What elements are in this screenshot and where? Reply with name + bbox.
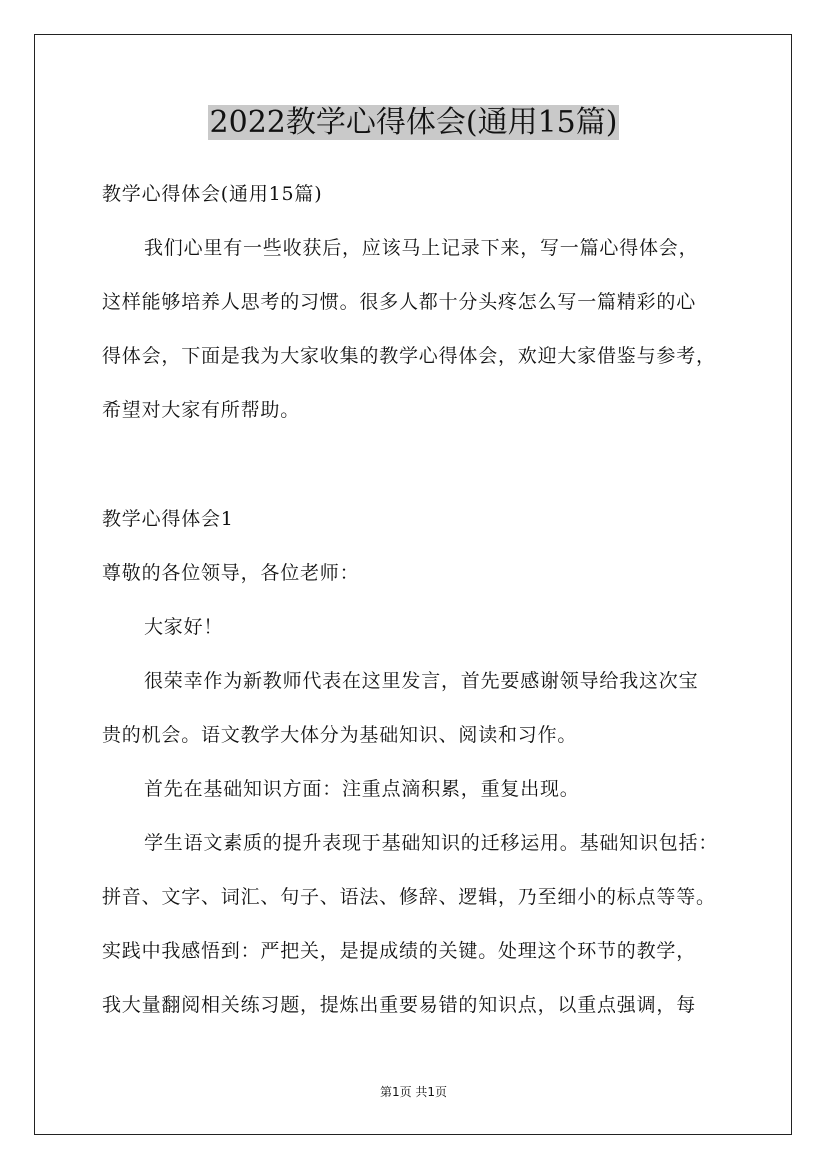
greeting: 大家好！: [144, 616, 224, 638]
intro-line: 我们心里有一些收获后，应该马上记录下来，写一篇心得体会，: [144, 237, 699, 259]
document-subtitle: 教学心得体会(通用15篇): [102, 183, 323, 205]
intro-line: 希望对大家有所帮助。: [102, 399, 301, 421]
document-title-text: 2022教学心得体会(通用15篇): [209, 105, 618, 140]
body-line: 学生语文素质的提升表现于基础知识的迁移运用。基础知识包括：: [144, 832, 719, 854]
body-line: 实践中我感悟到：严把关，是提成绩的关键。处理这个环节的教学，: [102, 940, 697, 962]
document-title: [0, 102, 827, 144]
page-footer: 第1页 共1页: [379, 1085, 448, 1099]
body-line: 很荣幸作为新教师代表在这里发言，首先要感谢领导给我这次宝: [144, 670, 699, 692]
intro-line: 这样能够培养人思考的习惯。很多人都十分头疼怎么写一篇精彩的心: [102, 291, 697, 313]
body-line: 拼音、文字、词汇、句子、语法、修辞、逻辑，乃至细小的标点等等。: [102, 886, 716, 908]
body-line: 我大量翻阅相关练习题，提炼出重要易错的知识点，以重点强调，每: [102, 994, 697, 1016]
body-line: 贵的机会。语文教学大体分为基础知识、阅读和习作。: [102, 724, 578, 746]
body-line: 首先在基础知识方面：注重点滴积累，重复出现。: [144, 778, 580, 800]
salutation: 尊敬的各位领导，各位老师：: [102, 562, 360, 584]
section-heading: 教学心得体会1: [102, 508, 234, 530]
intro-line: 得体会，下面是我为大家收集的教学心得体会，欢迎大家借鉴与参考，: [102, 345, 716, 367]
